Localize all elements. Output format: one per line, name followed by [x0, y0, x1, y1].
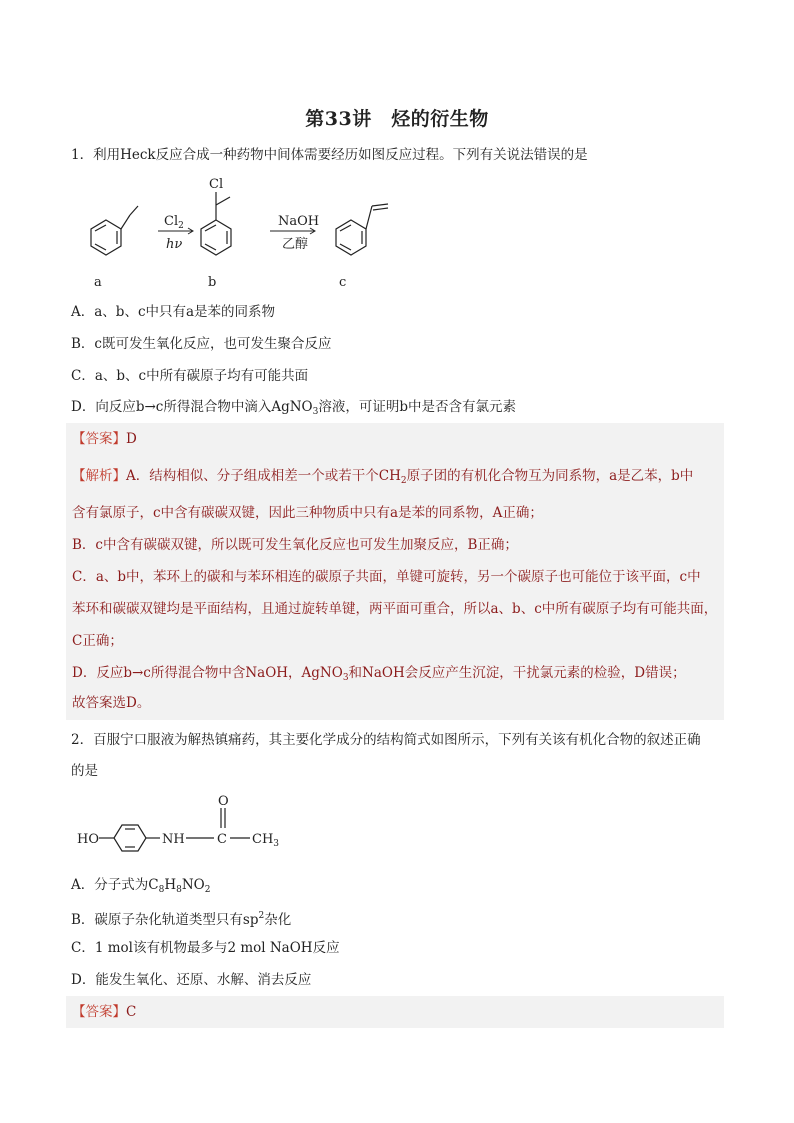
option-a: A．a、b、c中只有a是苯的同系物 [71, 304, 276, 320]
methyl-label: $CH_3$ [252, 832, 280, 849]
label-c: c [339, 275, 347, 290]
option-d: D．向反应b→c所得混合物中滴入AgNO$_3$溶液，可证明b中是否含有氯元素 [71, 399, 516, 417]
q2-answer-panel [66, 996, 724, 1028]
option-c: C．a、b、c中所有碳原子均有可能共面 [71, 368, 309, 384]
nh-label: NH [162, 832, 185, 847]
benzene-ring [99, 825, 160, 851]
ho-label: HO [77, 832, 99, 847]
carbonyl-c-label: C [217, 832, 227, 847]
answer-line: 【答案】D [72, 431, 137, 447]
question-text: 百服宁口服液为解热镇痛药，其主要化学成分的结构简式如图所示，下列有关该有机化合物的叙述正确 [93, 732, 701, 748]
molecule-c [336, 204, 388, 255]
q2-answer-line: 【答案】C [72, 1004, 137, 1020]
question-number: 2． [71, 732, 94, 748]
arrow-1-reagent: $Cl_2$ [164, 214, 184, 231]
question-2-stem [71, 731, 701, 749]
q2-option-d: D．能发生氧化、还原、水解、消去反应 [71, 972, 312, 988]
arrow-2-reagent: NaOH [278, 214, 320, 229]
analysis-line-5: 苯环和碳碳双键均是平面结构，且通过旋转单键，两平面可重合，所以a、b、c中所有碳原子均有可能共面， [72, 601, 718, 617]
reaction-scheme [70, 168, 400, 293]
analysis-line-8: 故答案选D。 [72, 695, 151, 711]
analysis-line-4: C．a、b中，苯环上的碳和与苯环相连的碳原子共面，单键可旋转，另一个碳原子也可能位于该平面，c中 [72, 569, 701, 585]
structure-formula [72, 790, 292, 860]
label-a: a [94, 275, 102, 290]
analysis-line-6: C正确； [72, 633, 123, 649]
chlorine-label: Cl [209, 177, 224, 192]
q2-option-c: C．1 mol该有机物最多与2 mol NaOH反应 [71, 940, 340, 956]
analysis-line-7: D．反应b→c所得混合物中含NaOH，AgNO$_3$和NaOH会反应产生沉淀，干扰氯元素的检验，D错误； [72, 665, 686, 683]
oxygen-label: O [218, 794, 229, 809]
q2-option-b: B．碳原子杂化轨道类型只有$sp^2$杂化 [71, 911, 292, 928]
arrow-2-condition: 乙醇 [282, 237, 309, 252]
q2-option-a: A．分子式为$C_8H_8NO_2$ [71, 877, 211, 895]
molecule-b [201, 192, 231, 255]
question-text: 利用Heck反应合成一种药物中间体需要经历如图反应过程。下列有关说法错误的是 [93, 147, 588, 163]
page-title: 第33讲 烃的衍生物 [305, 108, 489, 130]
analysis-line-1: 【解析】A．结构相似、分子组成相差一个或若干个$CH_2$原子团的有机化合物互为同系物，a是乙苯，b中 [72, 468, 694, 486]
question-2-stem-continued: 的是 [71, 763, 98, 779]
analysis-line-2: 含有氯原子，c中含有碳碳双键，因此三种物质中只有a是苯的同系物，A正确； [72, 505, 543, 521]
option-b: B．c既可发生氧化反应，也可发生聚合反应 [71, 336, 332, 352]
analysis-line-3: B．c中含有碳碳双键，所以既可发生氧化反应也可发生加聚反应，B正确； [72, 537, 518, 553]
molecule-a [91, 206, 138, 255]
question-1-stem [71, 146, 588, 164]
arrow-1-condition: hν [166, 237, 183, 252]
label-b: b [208, 275, 217, 290]
question-number: 1． [71, 147, 94, 163]
